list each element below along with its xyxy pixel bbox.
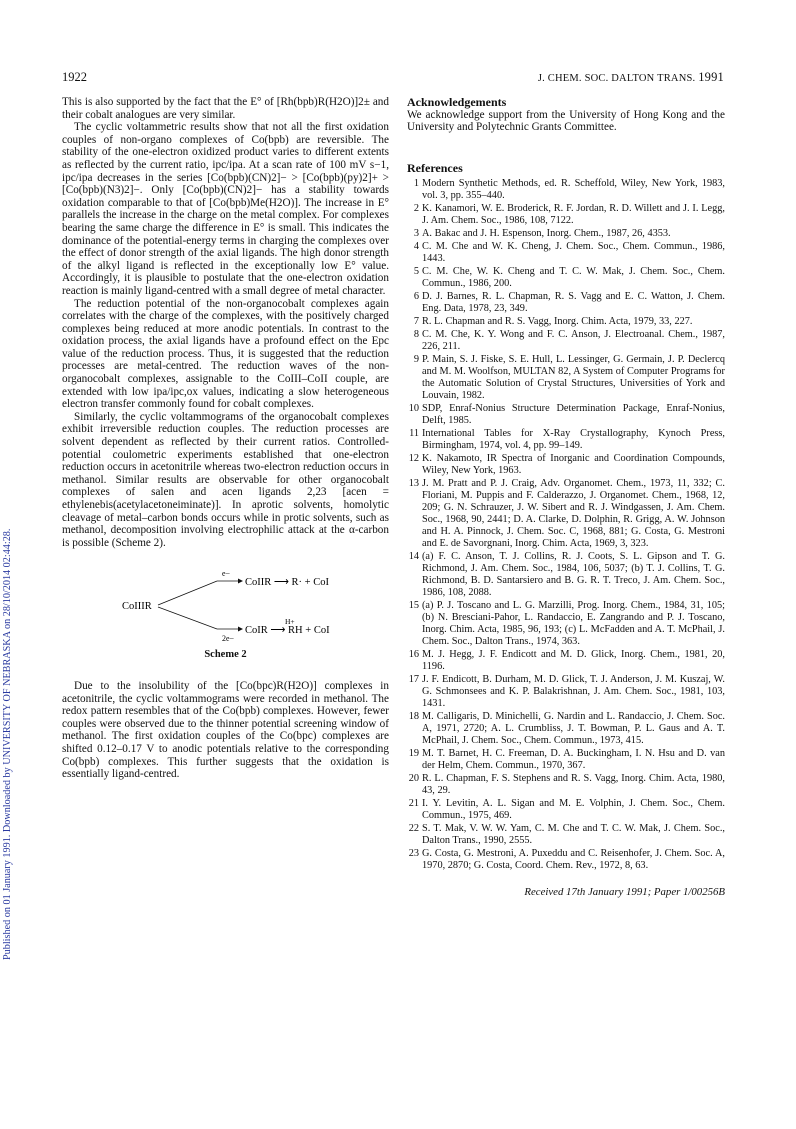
reference-item — [407, 291, 725, 315]
scheme-bottom-arrow-label: 2e− — [222, 634, 235, 644]
received-line: Received 17th January 1991; Paper 1/00256B — [524, 886, 725, 899]
reference-item — [407, 316, 725, 328]
scheme-top-products: CoIIR ⟶ R· + CoI — [245, 577, 329, 589]
reference-item — [407, 403, 725, 427]
reference-text: SDP, Enraf-Nonius Structure Determination Package, Enraf-Nonius, Delft, 1985. — [422, 403, 725, 427]
reference-item — [407, 266, 725, 290]
reference-text: R. L. Chapman and R. S. Vagg, Inorg. Chim. Acta, 1979, 33, 227. — [422, 316, 693, 328]
scheme-bottom-products: CoIR ⟶ RH + CoI — [245, 625, 330, 637]
reference-number: 10 — [408, 403, 419, 415]
reference-item — [407, 748, 725, 772]
reference-number: 22 — [408, 823, 419, 835]
running-header — [538, 70, 724, 85]
reference-text: S. T. Mak, V. W. W. Yam, C. M. Che and T. C. W. Mak, J. Chem. Soc., Dalton Trans., 1990, 2555. — [422, 823, 725, 847]
reference-text: R. L. Chapman, F. S. Stephens and R. S. Vagg, Inorg. Chim. Acta, 1980, 43, 29. — [422, 773, 725, 797]
reference-item — [407, 674, 725, 710]
reference-text: P. Main, S. J. Fiske, S. E. Hull, L. Lessinger, G. Germain, J. P. Declercq and M. M. Woolfson, MULTAN 82, A System of Computer Programs for the Automatic Solution of Crystal Structures, Universities of York and Louvain, 1982. — [422, 354, 725, 402]
references-list — [407, 178, 725, 872]
reference-item — [407, 354, 725, 402]
references-heading: References — [407, 160, 463, 175]
download-watermark — [2, 200, 16, 960]
scheme-reactant: CoIIIR — [122, 601, 152, 613]
reference-text: M. Calligaris, D. Minichelli, G. Nardin and L. Randaccio, J. Chem. Soc. A, 1971, 2720; A. L. Crumbliss, J. T. Bowman, P. L. Gaus and A. T. McPhail, J. Chem. Soc., Chem. Commun., 1973, 415. — [422, 711, 725, 747]
reference-item — [407, 329, 725, 353]
reference-item — [407, 773, 725, 797]
reference-number: 15 — [408, 600, 419, 612]
reference-number: 9 — [413, 354, 419, 366]
reference-item — [407, 551, 725, 599]
reference-text: M. T. Barnet, H. C. Freeman, D. A. Buckingham, I. N. Hsu and D. van der Helm, Chem. Commun., 1970, 367. — [422, 748, 725, 772]
reference-text: K. Nakamoto, IR Spectra of Inorganic and Coordination Compounds, Wiley, New York, 1963. — [422, 453, 725, 477]
reference-item — [407, 241, 725, 265]
reference-number: 14 — [408, 551, 419, 563]
reference-number: 11 — [409, 428, 419, 440]
reference-number: 20 — [408, 773, 419, 785]
scheme-branch-top — [158, 581, 217, 605]
reference-number: 4 — [413, 241, 419, 253]
journal-name: J. CHEM. SOC. DALTON TRANS. — [537, 73, 696, 84]
reference-number: 1 — [413, 178, 419, 190]
reference-text: International Tables for X-Ray Crystallography, Kynoch Press, Birmingham, 1974, vol. 4, pp. 99–149. — [422, 428, 725, 452]
reference-number: 16 — [408, 649, 419, 661]
reference-item — [407, 711, 725, 747]
scheme-2-diagram — [62, 565, 389, 643]
reference-text: A. Bakac and J. H. Espenson, Inorg. Chem., 1987, 26, 4353. — [422, 228, 671, 240]
reference-number: 17 — [408, 674, 419, 686]
reference-text: C. M. Che and W. K. Cheng, J. Chem. Soc., Chem. Commun., 1986, 1443. — [422, 241, 725, 265]
arrowhead-icon — [238, 579, 243, 584]
scheme-proton-label: H+ — [285, 617, 295, 627]
reference-number: 19 — [408, 748, 419, 760]
page-number: 1922 — [62, 70, 87, 84]
reference-item — [407, 848, 725, 872]
reference-item — [407, 428, 725, 452]
reference-text: D. J. Barnes, R. L. Chapman, R. S. Vagg and E. C. Watton, J. Chem. Eng. Data, 1978, 23, 349. — [422, 291, 725, 315]
reference-text: J. M. Pratt and P. J. Craig, Adv. Organomet. Chem., 1973, 11, 332; C. Floriani, M. Puppis and F. Calderazzo, J. Organomet. Chem., 1968, 12, 209; G. N. Schrauzer, J. W. Sibert and R. J. Windgassen, J. Am. Chem. Soc., 1968, 90, 2441; D. A. Clarke, D. Dolphin, R. Grigg, A. W. Johnson and H. A. Pinnock, J. Chem. Soc. C, 1968, 881; G. Costa, G. Mestroni and E. de Savorgnani, Inorg. Chim. Acta, 1969, 3, 323. — [422, 478, 725, 550]
reference-number: 13 — [408, 478, 419, 490]
reference-item — [407, 823, 725, 847]
paragraph: Due to the insolubility of the [Co(bpc)R(H2O)] complexes in acetonitrile, the cyclic voltammograms were recorded in methanol. The redox pattern resembles that of the Co(bpb) complexes. However, fewer couples were observed due to the thinner potential screening window of methanol. The first oxidation couples of the Co(bpc) complexes are shifted 0.12–0.17 V to anodic potentials relative to the corresponding Co(bpb) complexes. This further suggests that the oxidation is essentially ligand-centred. — [62, 679, 389, 781]
reference-item — [407, 798, 725, 822]
reference-item — [407, 600, 725, 648]
reference-item — [407, 203, 725, 227]
reference-number: 21 — [408, 798, 419, 810]
acknowledgements-text: We acknowledge support from the University of Hong Kong and the University and Polytechnic Grants Committee. — [407, 108, 725, 134]
reference-number: 5 — [413, 266, 419, 278]
left-column — [62, 96, 389, 781]
paragraph: This is also supported by the fact that the E° of [Rh(bpb)R(H2O)]2± and their cobalt analogues are very similar. — [62, 96, 389, 121]
scheme-branch-bottom — [158, 607, 217, 629]
reference-text: C. M. Che, W. K. Cheng and T. C. W. Mak, J. Chem. Soc., Chem. Commun., 1986, 200. — [422, 266, 725, 290]
reference-item — [407, 478, 725, 550]
reference-text: (a) P. J. Toscano and L. G. Marzilli, Prog. Inorg. Chem., 1984, 31, 105; (b) N. Bresciani-Pahor, L. Randaccio, E. Zangrando and P. J. Toscano, Inorg. Chim. Acta, 1985, 96, 193; (c) L. McFadden and A. T. McPhail, J. Chem. Soc., Dalton Trans., 1974, 363. — [422, 600, 725, 648]
reference-text: G. Costa, G. Mestroni, A. Puxeddu and C. Reisenhofer, J. Chem. Soc. A, 1970, 2870; G. Costa, Coord. Chem. Rev., 1972, 8, 63. — [422, 848, 725, 872]
reference-number: 6 — [413, 291, 419, 303]
scheme-caption: Scheme 2 — [204, 649, 247, 661]
right-column — [407, 96, 725, 899]
reference-text: (a) F. C. Anson, T. J. Collins, R. J. Coots, S. L. Gipson and T. G. Richmond, J. Am. Chem. Soc., 1984, 106, 5037; (b) T. J. Collins, T. G. Richmond, B. D. Santarsiero and B. G. R. T. Treco, J. Am. Chem. Soc., 1986, 108, 2088. — [422, 551, 725, 599]
reference-text: I. Y. Levitin, A. L. Sigan and M. E. Volphin, J. Chem. Soc., Chem. Commun., 1975, 469. — [422, 798, 725, 822]
reference-number: 3 — [413, 228, 419, 240]
paragraph: Similarly, the cyclic voltammograms of the organocobalt complexes exhibit irreversible reduction couples. The reduction processes are solvent dependent as reflected by their current ratios. Controlled-potential coulometric experiments established that one-electron reduction occurs in acetonitrile whereas two-electron reduction occurs in methanol. Similar results are observable for other organocobalt complexes of salen and acen ligands 2,23 [acen = ethylenebis(acetylacetoneiminate)]. In aprotic solvents, homolytic cleavage of metal–carbon bonds occurs while in protic solvents, such as methanol, decomposition involving electrophilic attack at the α-carbon is possible (Scheme 2). — [62, 410, 389, 549]
reference-number: 8 — [413, 329, 419, 341]
reference-number: 7 — [413, 316, 419, 328]
arrowhead-icon — [238, 627, 243, 632]
reference-item — [407, 228, 725, 240]
reference-text: K. Kanamori, W. E. Broderick, R. F. Jordan, R. D. Willett and J. I. Legg, J. Am. Chem. Soc., 1986, 108, 7122. — [422, 203, 725, 227]
reference-text: J. F. Endicott, B. Durham, M. D. Glick, T. J. Anderson, J. M. Kuszaj, W. G. Schmonsees and K. P. Balakrishnan, J. Am. Chem. Soc., 1981, 103, 1431. — [422, 674, 725, 710]
reference-item — [407, 178, 725, 202]
reference-number: 2 — [413, 203, 419, 215]
acknowledgements-heading: Acknowledgements — [407, 95, 507, 109]
reference-number: 23 — [408, 848, 419, 860]
reference-number: 18 — [408, 711, 419, 723]
reference-text: C. M. Che, K. Y. Wong and F. C. Anson, J. Electroanal. Chem., 1987, 226, 211. — [422, 329, 725, 353]
journal-year: 1991 — [698, 70, 724, 84]
paragraph: The reduction potential of the non-organocobalt complexes again correlates with the charge of the complexes, with the positively charged complexes being reduced at more anodic potentials. In contrast to the oxidation process, the axial ligands have a profound effect on the Epc value of the reduction process. Thus, it is suggested that the reduction processes are metal-centred. The reduction waves of the non-organocobalt complexes, assignable to the CoIII–CoII couple, are extended with low ipa/ipc,ox values, indicating a slow heterogeneous electron transfer commonly found for cobalt complexes. — [62, 297, 389, 411]
paragraph: The cyclic voltammetric results show that not all the first oxidation couples of non-organo complexes of Co(bpb) are reversible. The stability of the one-electron oxidized product varies to different extents as reflected by the current ratio, ipc/ipa. At a scan rate of 100 mV s−1, ipc/ipa decreases in the series [Co(bpb)(CN)2]− > [Co(bpb)(py)2]+ > [Co(bpb)(N3)2]−. Only [Co(bpb)(CN)2]− has a stability towards oxidation comparable to that of [Co(bpb)Me(H2O)]. The increase in E° parallels the increase in the charge on the metal complex. For complexes bearing the same charge the difference in E° is small. This indicates the dominance of the potential-energy terms in charging the complexes over the effect of donor strength of the axial ligands. The high donor strength of the alkyl ligand is reflected in the exceptionally low E° value. Accordingly, it is plausible to postulate that the one-electron oxidation reaction is mainly ligand-centred with a small degree of metal character. — [62, 121, 389, 297]
download-watermark-text: Published on 01 January 1991. Downloaded by UNIVERSITY OF NEBRASKA on 28/10/2014 02:44:28. — [2, 528, 13, 960]
scheme-top-arrow-label: e− — [222, 569, 231, 579]
reference-number: 12 — [408, 453, 419, 465]
reference-item — [407, 649, 725, 673]
reference-item — [407, 453, 725, 477]
reference-text: M. J. Hegg, J. F. Endicott and M. D. Glick, Inorg. Chem., 1981, 20, 1196. — [422, 649, 725, 673]
reference-text: Modern Synthetic Methods, ed. R. Scheffold, Wiley, New York, 1983, vol. 3, pp. 355–440. — [422, 178, 725, 202]
